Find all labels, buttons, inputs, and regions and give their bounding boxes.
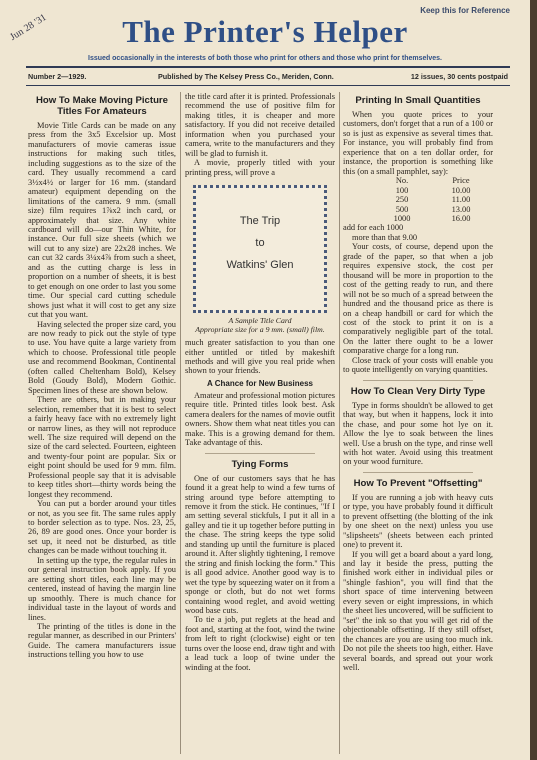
binding-edge <box>530 0 537 760</box>
article-heading-dirty-type: How To Clean Very Dirty Type <box>350 385 486 397</box>
article-heading-movie-titles: How To Make Moving Picture Titles For Amateurs <box>35 95 169 117</box>
paragraph: There are others, but in making your selection, remember that it is best to select a fairly heavy face with no extremely light or narrow lines, as they will not reproduce well. The size required will depend on the size of the card selected. Fourteen, eighteen and twenty-four point are popular. Six or eight point should be used for 9 mm. film. Professional people say that it is advisable to keep titles short—thirty words being the longest they recommend. <box>28 395 176 499</box>
masthead-rule-bottom <box>26 85 510 86</box>
paragraph: much greater satisfaction to you than one either untitled or titled by makeshift methods and will give you real pride when shown to your friends. <box>185 338 335 376</box>
paragraph: In setting up the type, the regular rules in our general instruction book apply. If you are setting short titles, each line may be centered, instead of having the margin line up smoothly. There is much chance for individual taste in the layout of words and lines. <box>28 555 176 622</box>
column-divider <box>180 92 181 754</box>
paragraph: You can put a border around your titles or not, as you see fit. The same rules apply to border selection as to type. Nos. 23, 25, 26, 89 are good ones. Once your border is set up, it need not be disturbed, as title changes can be made without touching it. <box>28 499 176 556</box>
paragraph: Type in forms shouldn't be allowed to get that way, but when it happens, lock it into the chase, and pour some hot lye on it. Allow the lye to soak between the lines well. Use a brush on the type, and rinse well with hot water. Avoid using this treatment on your wood furniture. <box>343 400 493 467</box>
image-caption <box>185 316 335 334</box>
table-row <box>373 214 491 223</box>
caption-title: A Sample Title Card <box>228 316 292 326</box>
sample-title-card-image <box>193 185 327 313</box>
paragraph: Your costs, of course, depend upon the grade of the paper, so that when a job requires expensive stock, the cost per thousand will be more in proportion to the cost of the getting ready to run, and there will not be so much of a spread between the hundred and the thousand price as there is on a cheap handbill or card for which the cost of the stock to print it on is a comparatively negligible part of the total. On the latter there ought to be a lower comparative charge for a long run. <box>343 242 493 356</box>
column-right <box>343 92 493 672</box>
card-line: Watkins' Glen <box>226 259 294 272</box>
article-heading-tying-forms: Tying Forms <box>231 458 289 470</box>
card-line: to <box>255 237 265 250</box>
table-cell: 10.00 <box>451 185 471 195</box>
paragraph: One of our customers says that he has found it a great help to wind a few turns of string around type before attempting to remove it from the stick. He continues, "If I am setting several stickfuls, I put it all in a galley and tie it up together before putting in the chase. The string keeps the type solid and standing up until the furniture is placed around it. After slightly tightening, I remove the string and finish locking the form." This is all good advice. Another good way is to wet the type by squeezing water on it from a sponge or cloth, but do not wet forms containing wood reglet, and avoid wetting wood base cuts. <box>185 473 335 615</box>
paragraph: To tie a job, put reglets at the head and foot and, starting at the foot, wind the twine from left to right (clockwise) eight or ten turns over the loose end, draw tight and with a lead tuck a loop of twine under the winding at the foot. <box>185 615 335 672</box>
table-cell: 250 <box>395 195 409 205</box>
add-line: add for each 1000 <box>343 223 404 233</box>
price-table <box>373 176 491 223</box>
table-cell: 16.00 <box>451 213 471 223</box>
keep-for-reference: Keep this for Reference <box>420 6 510 15</box>
table-header: No. <box>395 176 409 186</box>
caption-note: Appropriate size for a 9 mm. (small) film. <box>195 325 325 335</box>
table-cell: 11.00 <box>451 195 471 205</box>
masthead-title: The Printer's Helper <box>122 14 408 49</box>
table-row <box>373 195 491 204</box>
table-cell: 1000 <box>393 213 411 223</box>
paragraph: If you will get a board about a yard long, and lay it beside the press, putting the finished work either in individual piles or "shingle fashion", you will find that the short space of time intervening between every seven or eight impressions, in which the sheet lies uncovered, will be sufficient to "set" the ink so that you will get rid of the objectionable offsetting. If they still offset, the chances are you are using too much ink. Do not pile the sheets too high, either. Have several boards, and spread out your work well. <box>343 549 493 673</box>
article-heading-offsetting: How To Prevent "Offsetting" <box>353 477 483 489</box>
date-stamp: Jun 28 '31 <box>8 12 49 43</box>
article-heading-small-quantities: Printing In Small Quantities <box>355 95 481 106</box>
subheading-new-business: A Chance for New Business <box>207 378 313 388</box>
paragraph: A movie, properly titled with your printing press, will prove a <box>185 158 335 177</box>
table-cell: 500 <box>395 204 409 214</box>
card-line: The Trip <box>239 215 281 228</box>
add-line: more than that 9.00 <box>352 232 418 242</box>
table-header-row <box>373 176 491 185</box>
paragraph: Amateur and professional motion pictures require title. Printed titles look best. Ask camera dealers for the names of movie outfit owners. Show them what neat titles you can make. This is a growing demand for them. Take advantage of this. <box>185 390 335 448</box>
table-row <box>373 205 491 214</box>
table-row <box>373 186 491 195</box>
section-divider <box>363 380 473 381</box>
column-divider <box>339 92 340 754</box>
table-cell: 13.00 <box>451 204 471 214</box>
paragraph: The printing of the titles is done in the regular manner, as described in our Printers' Guide. The camera manufacturers issue instructions telling you how to use <box>28 622 176 660</box>
publisher-line: Published by The Kelsey Press Co., Meriden, Conn. <box>158 72 334 81</box>
paragraph: Having selected the proper size card, you are now ready to pick out the style of type to use. You have quite a large variety from which to choose. Professional title people use and recommend Bookman, Continental (often called Cheltenham Bold), Kelsey Bold (Goudy Bold), Modern Gothic. Specimen lines of these are shown below. <box>28 319 176 395</box>
masthead-subtitle: Issued occasionally in the interests of both those who print for others and those who print for themselves. <box>88 55 442 62</box>
paragraph: If you are running a job with heavy cuts or type, you have probably found it difficult to prevent offsetting (the blotting of the ink by one sheet on the next) unless you use "slipsheets" (sheets between each printed one) to prevent it. <box>343 492 493 550</box>
paragraph: the title card after it is printed. Professionals recommend the use of positive film for making titles, it is cheaper and more satisfactory. If you did not receive detailed information when you purchased your camera, write to the manufacturers and they will be glad to furnish it. <box>185 92 335 158</box>
section-divider <box>205 453 315 454</box>
issue-number: Number 2—1929. <box>28 72 87 81</box>
column-middle <box>185 92 335 672</box>
table-cell: 100 <box>395 185 409 195</box>
paragraph: Movie Title Cards can be made on any press from the 3x5 Excelsior up. Most manufacturers of movie cameras issue instructions for making such titles, including suggestions as to the size of the card. They usually recommend a card 3½x4½ or larger for 16 mm. (standard amateur) equipment depending on the limitations of the camera. 9 mm. (small size) film requires 1⅞x2 inch card, or approximately that size. Any white cardboard will do—our Thin White, for instance. Our full size sheets (which we will cut to any size) are 22x28 inches. We can cut 32 cards 3¼x4⅞ from such a sheet, and as the cutting charge is less in proportion on a number of sheets, it is best to get enough on one order to last you some time. Our special card cutting schedule shows just what it will cost to get any size cut that you want. <box>28 121 176 320</box>
section-divider <box>363 472 473 473</box>
table-header: Price <box>452 176 470 186</box>
column-left <box>28 92 176 660</box>
subscription-price: 12 issues, 30 cents postpaid <box>410 72 508 81</box>
masthead-rule-top <box>26 66 510 68</box>
paragraph: Close track of your costs will enable you to quote intelligently on varying quantities. <box>343 355 493 375</box>
paragraph: When you quote prices to your customers, don't forget that a run of a 100 or so is just as expensive as several times that. For instance, you will probably find from experience that on a ten dollar order, for instance, the proportion is something like this (on a small pamphlet, say): <box>343 110 493 176</box>
